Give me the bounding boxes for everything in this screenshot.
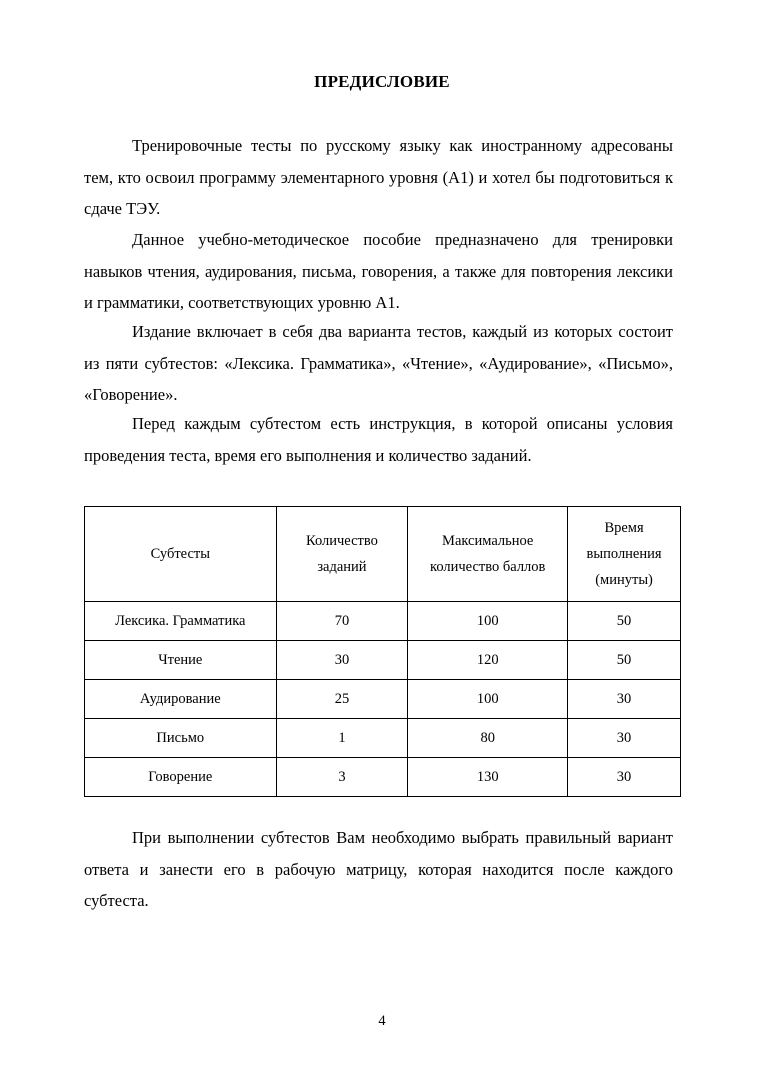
duration: 30 [568,758,681,797]
subtest-name: Говорение [85,758,277,797]
subtest-name: Аудирование [85,680,277,719]
subtest-name: Лексика. Грамматика [85,602,277,641]
task-count: 30 [276,641,408,680]
table-row [85,602,681,641]
header-duration: Время выполнения (минуты) [568,507,681,602]
max-score: 100 [408,680,568,719]
task-count: 25 [276,680,408,719]
header-max-score: Максимальное количество баллов [408,507,568,602]
duration: 50 [568,602,681,641]
table-row [85,719,681,758]
duration: 30 [568,680,681,719]
paragraph-purpose: Данное учебно-методическое пособие предназначено для тренировки навыков чтения, аудирования, письма, говорения, а также для повторения лексики и грамматики, соответствующих уровню А1. [84,230,673,312]
paragraph-closing: При выполнении субтестов Вам необходимо выбрать правильный вариант ответа и занести его в рабочую матрицу, которая находится после каждого субтеста. [84,828,673,910]
max-score: 80 [408,719,568,758]
subtest-name: Письмо [85,719,277,758]
duration: 30 [568,719,681,758]
paragraph-structure: Издание включает в себя два варианта тестов, каждый из которых состоит из пяти субтестов: «Лексика. Грамматика», «Чтение», «Аудирование», «Письмо», «Говорение». [84,322,673,404]
max-score: 130 [408,758,568,797]
duration: 50 [568,641,681,680]
max-score: 100 [408,602,568,641]
paragraph-intro: Тренировочные тесты по русскому языку как иностранному адресованы тем, кто освоил программу элементарного уровня (А1) и хотел бы подготовиться к сдаче ТЭУ. [84,136,673,218]
header-task-count: Количество заданий [276,507,408,602]
subtests-table [84,506,681,797]
header-subtests: Субтесты [85,507,277,602]
table-header-row [85,507,681,602]
subtest-name: Чтение [85,641,277,680]
table-row [85,641,681,680]
task-count: 70 [276,602,408,641]
table-row [85,758,681,797]
table-row [85,680,681,719]
task-count: 1 [276,719,408,758]
max-score: 120 [408,641,568,680]
paragraph-instructions: Перед каждым субтестом есть инструкция, в которой описаны условия проведения теста, время его выполнения и количество заданий. [84,414,673,465]
page-number: 4 [378,1013,386,1029]
page-title: ПРЕДИСЛОВИЕ [314,72,450,91]
task-count: 3 [276,758,408,797]
